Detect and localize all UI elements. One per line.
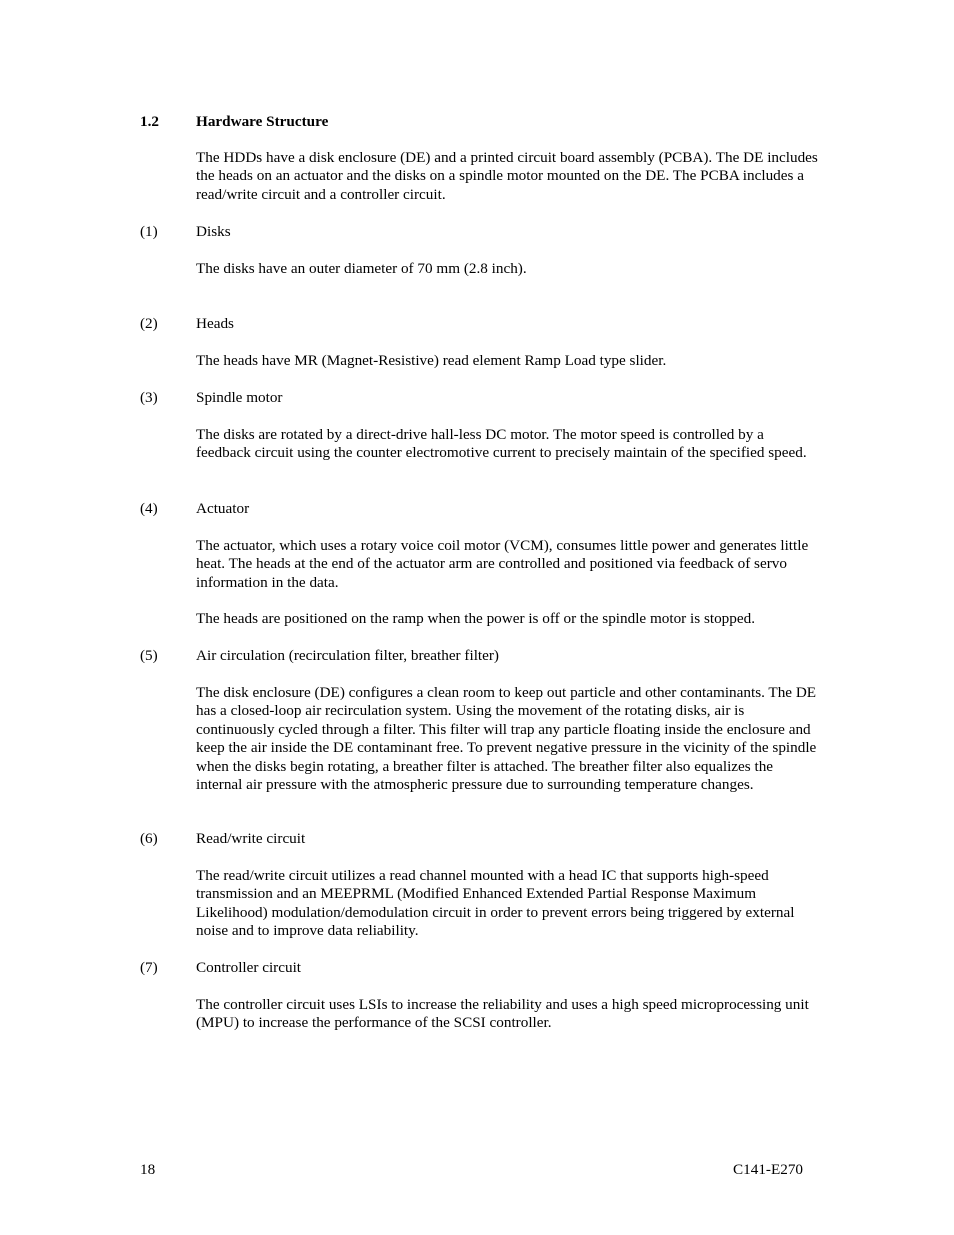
- intro-paragraph: The HDDs have a disk enclosure (DE) and a printed circuit board assembly (PCBA). The DE includes the heads on an actuator and the disks on a spindle motor mounted on the DE. The PCBA includes a read/write circuit and a controller circuit.: [196, 149, 818, 203]
- item-body-actuator: [196, 537, 821, 592]
- item-paragraph: The controller circuit uses LSIs to increase the reliability and uses a high speed microprocessing unit (MPU) to increase the performance of the SCSI controller.: [196, 996, 809, 1032]
- item-body-air-circulation: [196, 684, 821, 794]
- item-title: Heads: [196, 315, 234, 332]
- item-title: Air circulation (recirculation filter, breather filter): [196, 647, 499, 664]
- item-paragraph: The heads have MR (Magnet-Resistive) read element Ramp Load type slider.: [196, 352, 667, 369]
- item-number: (5): [140, 647, 158, 664]
- item-title: Actuator: [196, 500, 250, 517]
- item-body-spindle-motor: [196, 426, 821, 463]
- item-number: (1): [140, 223, 158, 240]
- item-paragraph: The heads are positioned on the ramp when the power is off or the spindle motor is stopped.: [196, 610, 756, 627]
- item-title: Disks: [196, 223, 231, 240]
- item-paragraph: The actuator, which uses a rotary voice coil motor (VCM), consumes little power and generates little heat. The heads at the end of the actuator arm are controlled and positioned via feedback of servo information in the data.: [196, 537, 809, 591]
- item-body-actuator-2: [196, 610, 821, 628]
- item-title: Read/write circuit: [196, 830, 306, 847]
- section-number: 1.2: [140, 113, 159, 130]
- item-body-read-write-circuit: [196, 867, 821, 941]
- item-number: (3): [140, 389, 158, 406]
- section-title: Hardware Structure: [196, 113, 329, 130]
- item-title: Spindle motor: [196, 389, 283, 406]
- item-paragraph: The disks are rotated by a direct-drive hall-less DC motor. The motor speed is controlled by a feedback circuit using the counter electromotive current to precisely maintain of the specified speed.: [196, 426, 807, 462]
- item-number: (2): [140, 315, 158, 332]
- item-paragraph: The read/write circuit utilizes a read channel mounted with a head IC that supports high-speed transmission and an MEEPRML (Modified Enhanced Extended Partial Response Maximum Likelihood) modulation/demodulation circuit in order to prevent errors being triggered by external noise and to improve data reliability.: [196, 867, 795, 940]
- section-intro: [196, 149, 821, 204]
- document-code: C141-E270: [733, 1161, 804, 1178]
- item-body-disks: [196, 260, 821, 278]
- item-number: (6): [140, 830, 158, 847]
- page-number: 18: [140, 1161, 156, 1178]
- item-number: (7): [140, 959, 158, 976]
- item-body-controller-circuit: [196, 996, 821, 1033]
- item-paragraph: The disks have an outer diameter of 70 mm (2.8 inch).: [196, 260, 527, 277]
- item-title: Controller circuit: [196, 959, 302, 976]
- item-paragraph: The disk enclosure (DE) configures a clean room to keep out particle and other contaminants. The DE has a closed-loop air recirculation system. Using the movement of the rotating disks, air is continuously cycled through a filter. This filter will trap any particle floating inside the enclosure and keep the air inside the DE contaminant free. To prevent negative pressure in the vicinity of the spindle when the disks begin rotating, a breather filter is attached. The breather filter also equalizes the internal air pressure with the atmospheric pressure due to surrounding temperature changes.: [196, 684, 817, 794]
- item-number: (4): [140, 500, 158, 517]
- item-body-heads: [196, 352, 821, 370]
